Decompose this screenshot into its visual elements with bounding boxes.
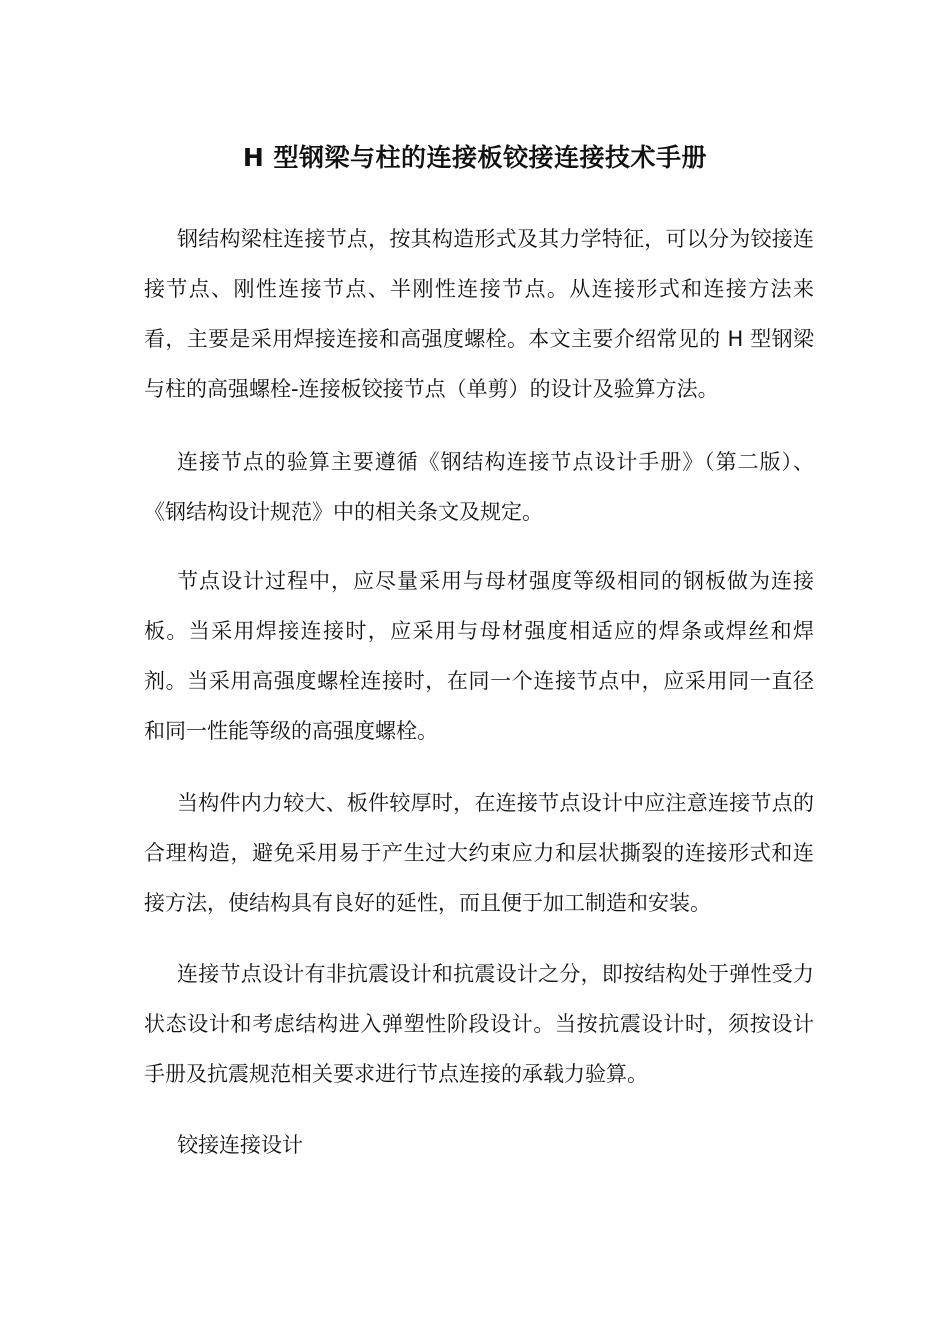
paragraph-design-references: 连接节点的验算主要遵循《钢结构连接节点设计手册》（第二版）、《钢结构设计规范》中的相关条文及规定。 [144, 450, 814, 524]
paragraph-plate-and-bolt-requirements: 节点设计过程中，应尽量采用与母材强度等级相同的钢板做为连接板。当采用焊接连接时，应采用与母材强度相适应的焊条或焊丝和焊剂。当采用高强度螺栓连接时，在同一个连接节点中，应采用同一直径和同一性能等级的高强度螺栓。 [144, 569, 814, 743]
paragraph-structural-detailing: 当构件内力较大、板件较厚时，在连接节点设计中应注意连接节点的合理构造，避免采用易于产生过大约束应力和层状撕裂的连接形式和连接方法，使结构具有良好的延性，而且便于加工制造和安装。 [144, 791, 814, 915]
section-heading-hinged-connection: 铰接连接设计 [177, 1133, 303, 1157]
paragraph-seismic-design: 连接节点设计有非抗震设计和抗震设计之分，即按结构处于弹性受力状态设计和考虑结构进入弹塑性阶段设计。当按抗震设计时，须按设计手册及抗震规范相关要求进行节点连接的承载力验算。 [144, 962, 814, 1086]
document-title: H 型钢梁与柱的连接板铰接连接技术手册 [242, 143, 708, 172]
paragraph-connection-types: 钢结构梁柱连接节点，按其构造形式及其力学特征，可以分为铰接连接节点、刚性连接节点、半刚性连接节点。从连接形式和连接方法来看，主要是采用焊接连接和高强度螺栓。本文主要介绍常见的 H 型钢梁与柱的高强螺栓-连接板铰接节点（单剪）的设计及验算方法。 [144, 227, 814, 401]
